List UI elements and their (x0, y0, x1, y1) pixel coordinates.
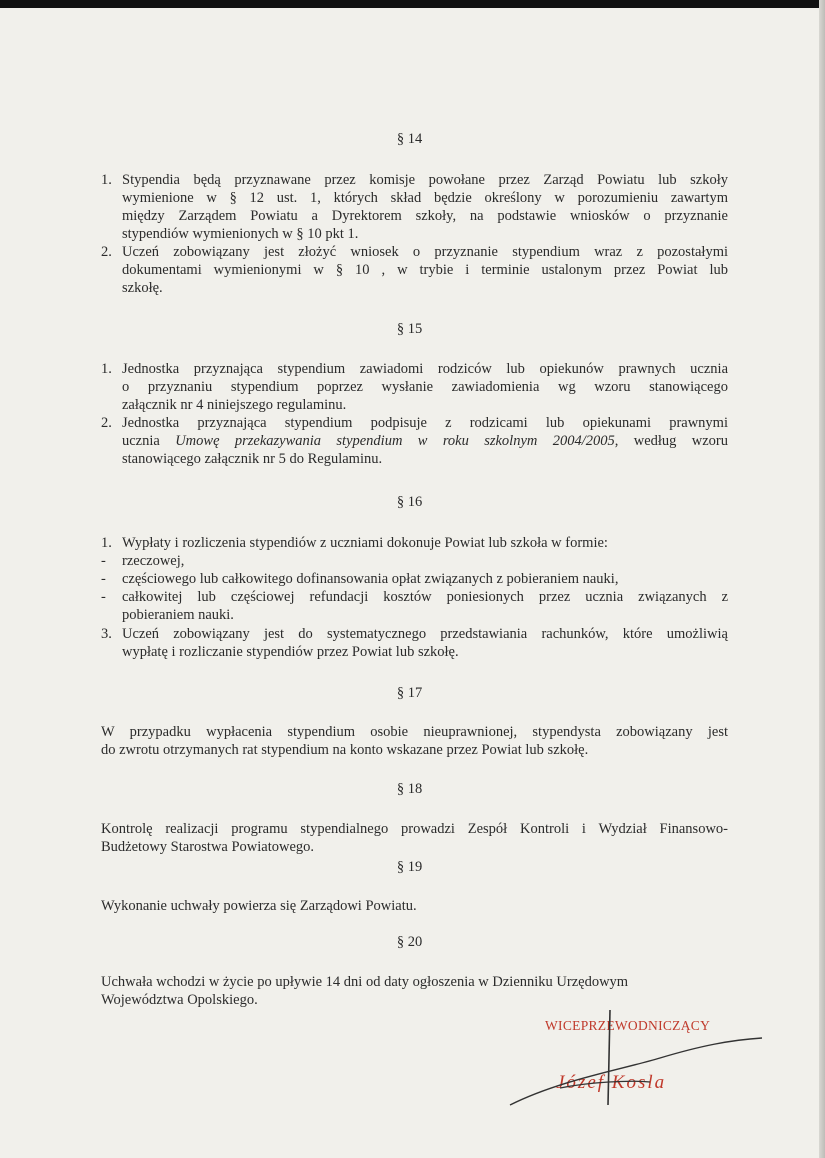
scan-top-border (0, 0, 825, 8)
list-item (122, 414, 728, 468)
text-line: szkołę. (122, 280, 163, 296)
text-line: do zwrotu otrzymanych rat stypendium na konto wskazane przez Powiat lub szkołę. (101, 742, 589, 758)
scan-right-edge (819, 0, 825, 1158)
text-line: o przyznaniu stypendium poprzez wysłanie zawiadomienia wg wzoru stanowiącego (122, 379, 728, 395)
bullet-item: częściowego lub całkowitego dofinansowania opłat związanych z pobieraniem nauki, (122, 571, 619, 587)
agreement-title: Umowę przekazywania stypendium w roku szkolnym 2004/2005 (175, 433, 615, 449)
text-line: stypendiów wymienionych w § 10 pkt 1. (122, 226, 359, 242)
text-line: Jednostka przyznająca stypendium zawiadomi rodziców lub opiekunów prawnych ucznia (122, 361, 728, 377)
list-number: 2. (101, 244, 112, 260)
text-line: Wykonanie uchwały powierza się Zarządowi Powiatu. (101, 898, 417, 914)
text-line: wypłatę i rozliczanie stypendiów przez Powiat lub szkołę. (122, 644, 459, 660)
stamp-title: WICEPRZEWODNICZĄCY (545, 1018, 711, 1033)
paragraph (101, 820, 728, 856)
text-line: dokumentami wymienionymi w § 10 , w trybie i terminie ustalonym przez Powiat lub (122, 262, 728, 278)
text-line: Uchwała wchodzi w życie po upływie 14 dni od daty ogłoszenia w Dzienniku Urzędowym (101, 974, 629, 990)
list-item (122, 360, 728, 414)
text-line: Budżetowy Starostwa Powiatowego. (101, 839, 315, 855)
paragraph (101, 897, 728, 915)
section-heading-18: § 18 (396, 781, 423, 797)
bullet-item: rzeczowej, (122, 553, 185, 569)
handwritten-signature (500, 1010, 770, 1120)
bullet-dash: - (101, 589, 106, 605)
paragraph (101, 973, 728, 1009)
list-item (122, 625, 728, 661)
list-number: 1. (101, 535, 112, 551)
text-line: Stypendia będą przyznawane przez komisje powołane przez Zarząd Powiatu lub szkoły (122, 172, 728, 188)
section-heading-15: § 15 (396, 321, 423, 337)
document-page (0, 8, 819, 1158)
text-line: stanowiącego załącznik nr 5 do Regulaminu. (122, 451, 383, 467)
list-number: 1. (101, 172, 112, 188)
text-line (122, 432, 728, 450)
list-number: 3. (101, 626, 112, 642)
text-line: wymienione w § 12 ust. 1, których skład będzie określony w porozumieniu zawartym (122, 190, 728, 206)
paragraph (101, 723, 728, 759)
text-line: Jednostka przyznająca stypendium podpisuje z rodzicami lub opiekunami prawnymi (122, 415, 728, 431)
list-item: Wypłaty i rozliczenia stypendiów z uczniami dokonuje Powiat lub szkoła w formie: (122, 535, 608, 551)
stamp-name: Józef Kosla (556, 1072, 667, 1093)
text-line: Uczeń zobowiązany jest złożyć wniosek o przyznanie stypendium wraz z pozostałymi (122, 244, 728, 260)
list-item (122, 171, 728, 243)
text-line: Uczeń zobowiązany jest do systematycznego przedstawiania rachunków, które umożliwią (122, 626, 728, 642)
text-line: Kontrolę realizacji programu stypendialnego prowadzi Zespół Kontroli i Wydział Finansowo- (101, 821, 728, 837)
text-span: ucznia (122, 433, 176, 449)
text-line: pobieraniem nauki. (122, 607, 234, 623)
list-item (122, 243, 728, 297)
bullet-dash: - (101, 571, 106, 587)
text-line: między Zarządem Powiatu a Dyrektorem szkoły, na podstawie wniosków o przyznanie (122, 208, 728, 224)
section-heading-20: § 20 (396, 934, 423, 950)
bullet-dash: - (101, 553, 106, 569)
text-line: W przypadku wypłacenia stypendium osobie nieuprawnionej, stypendysta zobowiązany jest (101, 724, 728, 740)
section-heading-19: § 19 (396, 859, 423, 875)
text-line: Województwa Opolskiego. (101, 992, 258, 1008)
section-heading-14: § 14 (396, 131, 423, 147)
section-heading-16: § 16 (396, 494, 423, 510)
bullet-item (122, 588, 728, 624)
text-line: całkowitej lub częściowej refundacji kosztów poniesionych przez ucznia związanych z (122, 589, 728, 605)
text-line: załącznik nr 4 niniejszego regulaminu. (122, 397, 347, 413)
list-number: 1. (101, 361, 112, 377)
section-heading-17: § 17 (396, 685, 423, 701)
text-span: , według wzoru (614, 433, 729, 449)
list-number: 2. (101, 415, 112, 431)
